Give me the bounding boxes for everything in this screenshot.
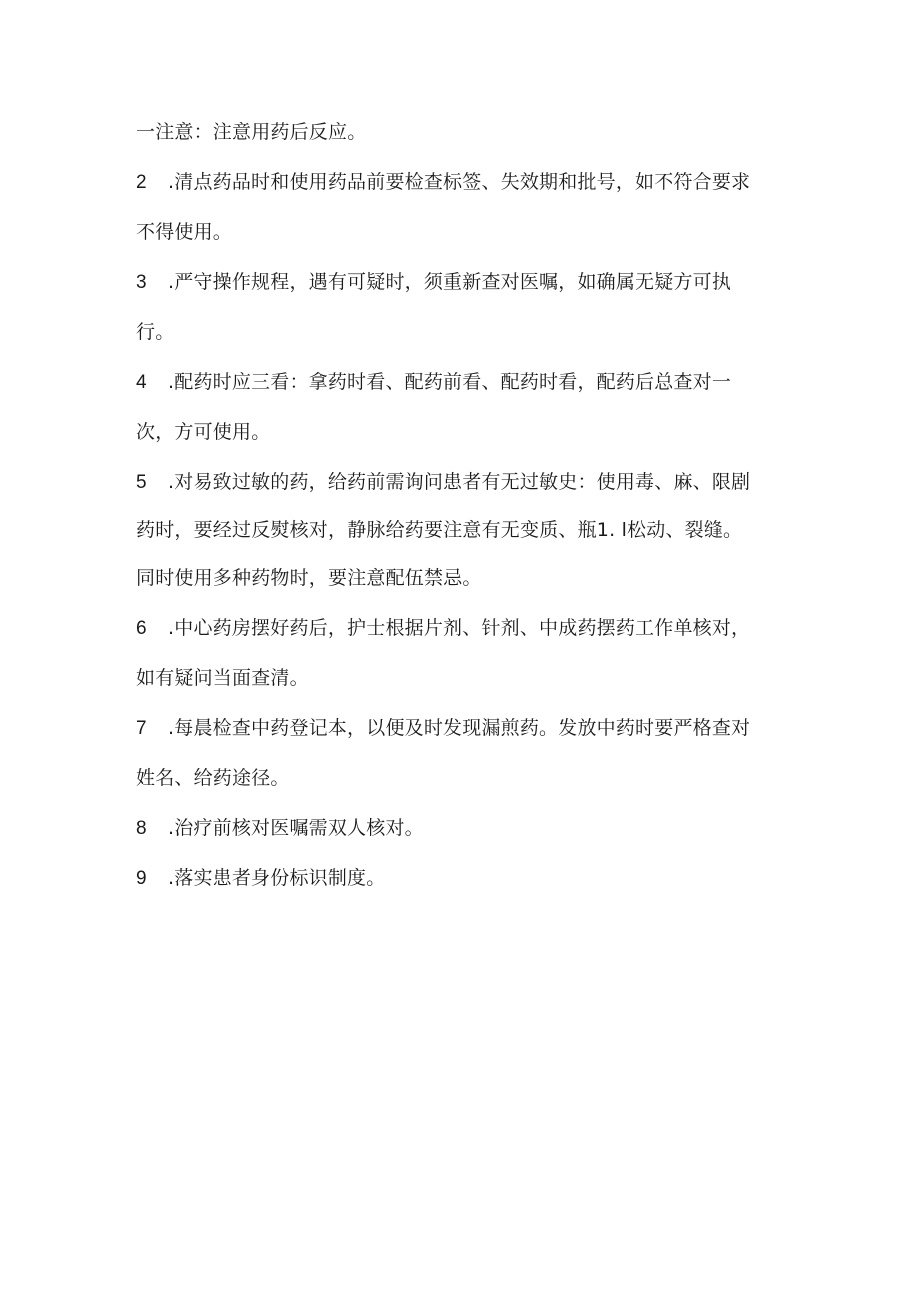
list-item-9 [136,863,786,913]
list-item-5 [136,467,786,515]
item-text: .配药时应三看：拿药时看、配药前看、配药时看，配药后总查对一 [168,371,732,393]
item-number: 7 [136,718,147,739]
item-continuation: 如有疑问当面查清。 [136,667,309,689]
list-item-3-cont [136,317,786,367]
intro-text: 一注意：注意用药后反应。 [136,121,367,143]
list-item-7-cont [136,763,786,813]
item-number: 4 [136,372,147,393]
item-continuation: 同时使用多种药物时，要注意配伍禁忌。 [136,567,482,589]
item-continuation: 不得使用。 [136,221,233,243]
item-continuation: 姓名、给药途径。 [136,767,290,789]
item-continuation: 次，方可使用。 [136,421,271,443]
list-item-7 [136,713,786,763]
item-text: .每晨检查中药登记本，以便及时发现漏煎药。发放中药时要严格查对 [168,717,751,739]
item-number: 5 [136,472,147,493]
list-item-3 [136,267,786,317]
item-number: 2 [136,172,147,193]
list-item-8 [136,813,786,863]
list-item-5-cont2 [136,563,786,613]
item-text: .对易致过敏的药，给药前需询问患者有无过敏史：使用毒、麻、限剧 [168,471,751,493]
list-item-6-cont [136,663,786,713]
item-text: .落实患者身份标识制度。 [168,867,386,889]
list-item-4 [136,367,786,417]
item-continuation: 药时，要经过反熨核对，静脉给药要注意有无变质、瓶1. l松动、裂缝。 [136,519,743,541]
document-body [136,117,786,913]
item-text: .中心药房摆好药后，护士根据片剂、针剂、中成药摆药工作单核对， [168,617,751,639]
item-text: .清点药品时和使用药品前要检查标签、失效期和批号，如不符合要求 [168,171,751,193]
item-number: 8 [136,818,147,839]
item-number: 3 [136,272,147,293]
item-text: .治疗前核对医嘱需双人核对。 [168,817,424,839]
list-item-6 [136,613,786,663]
item-text: .严守操作规程，遇有可疑时，须重新查对医嘱，如确属无疑方可执 [168,271,732,293]
item-continuation: 行。 [136,321,175,343]
item-number: 9 [136,868,147,889]
list-item-5-cont [136,515,786,563]
list-item-2-cont [136,217,786,267]
list-item-4-cont [136,417,786,467]
list-item-2 [136,167,786,217]
intro-line [136,117,786,167]
item-number: 6 [136,618,147,639]
